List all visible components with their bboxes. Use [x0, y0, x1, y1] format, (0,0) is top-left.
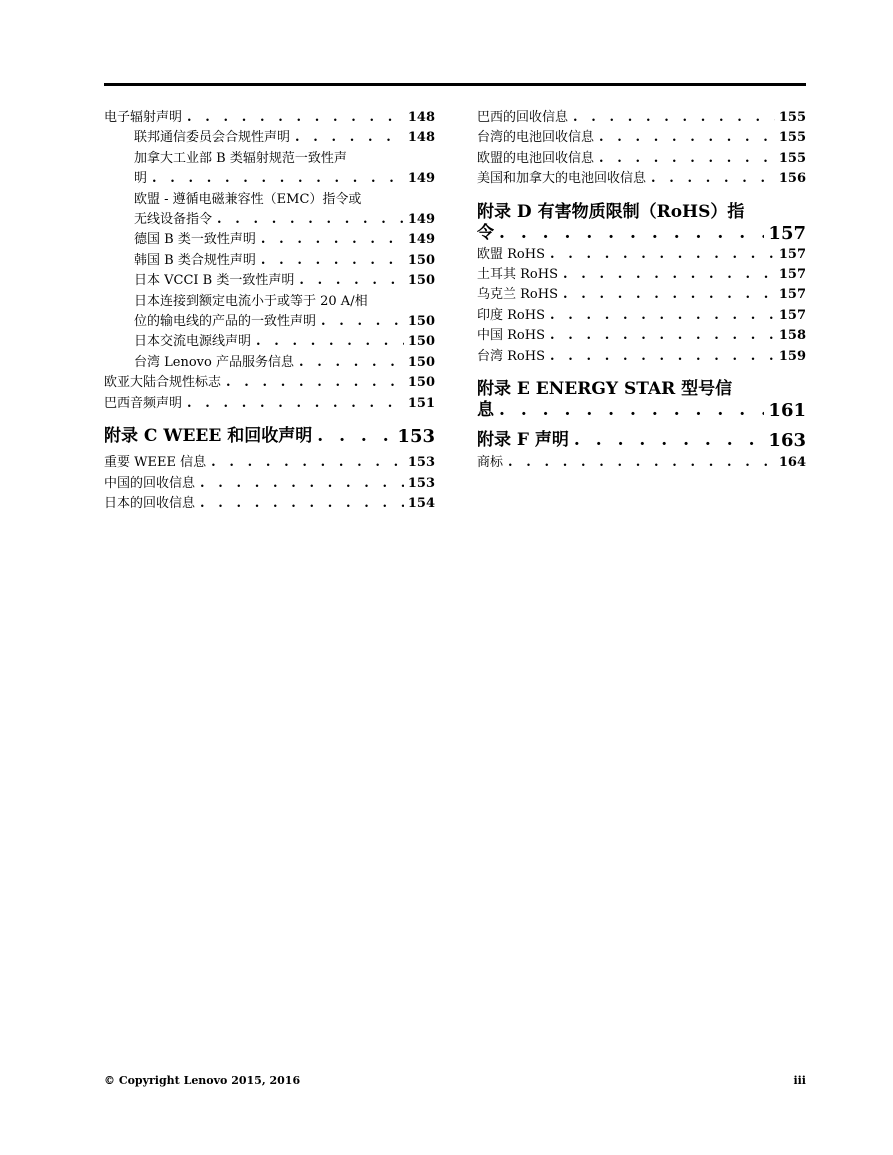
toc-leader-dots	[195, 474, 404, 494]
toc-entry-title-cont: 无线设备指令	[134, 212, 213, 228]
toc-entry-title: 日本连接到额定电流小于或等于 20 A/相	[134, 293, 368, 309]
toc-entry[interactable]	[104, 494, 435, 514]
toc-entry[interactable]	[104, 128, 435, 148]
toc-entry[interactable]	[104, 453, 435, 473]
toc-entry[interactable]	[477, 306, 806, 326]
toc-chapter-title: 附录 E ENERGY STAR 型号信	[477, 379, 733, 400]
toc-entry-title: 印度 RoHS	[477, 307, 545, 323]
toc-leader-dots	[212, 210, 404, 230]
toc-entry-title: 日本 VCCI B 类一致性声明	[134, 273, 295, 289]
toc-entry-title: 美国和加拿大的电池回收信息	[477, 171, 647, 187]
toc-leader-dots	[569, 430, 765, 451]
toc-entry[interactable]	[104, 373, 435, 393]
toc-entry[interactable]	[104, 271, 435, 291]
toc-leader-dots	[545, 306, 775, 326]
toc-entry-title: 加拿大工业部 B 类辐射规范一致性声	[134, 150, 347, 166]
toc-entry[interactable]	[477, 326, 806, 346]
toc-entry[interactable]	[104, 474, 435, 494]
toc-left-column	[104, 108, 435, 514]
toc-entry-title: 欧盟 - 遵循电磁兼容性（EMC）指令或	[134, 191, 362, 207]
toc-entry-page: 149	[407, 171, 435, 187]
page-number: iii	[793, 1074, 806, 1087]
toc-leader-dots	[182, 394, 404, 414]
toc-entry-title: 乌克兰 RoHS	[477, 287, 558, 303]
toc-entry-page: 157	[778, 287, 806, 303]
toc-entry-title: 台湾 RoHS	[477, 348, 545, 364]
toc-entry-title: 巴西音频声明	[104, 395, 183, 411]
toc-entry[interactable]	[477, 128, 806, 148]
toc-chapter-title: 附录 C WEEE 和回收声明	[104, 426, 313, 447]
toc-entry-title: 电子辐射声明	[104, 110, 183, 125]
toc-entry[interactable]	[477, 285, 806, 305]
toc-leader-dots	[545, 326, 775, 346]
toc-entry-page: 149	[407, 212, 435, 228]
toc-leader-dots	[503, 453, 775, 473]
header-rule	[104, 83, 806, 86]
toc-entry-page: 150	[407, 314, 435, 330]
toc-entry[interactable]	[104, 149, 435, 190]
toc-leader-dots	[290, 128, 404, 148]
toc-entry-page: 157	[778, 267, 806, 283]
toc-leader-dots	[206, 453, 404, 473]
toc-entry-title: 日本的回收信息	[104, 495, 196, 511]
toc-entry[interactable]	[477, 149, 806, 169]
toc-entry[interactable]	[104, 190, 435, 231]
toc-leader-dots	[256, 251, 404, 271]
toc-leader-dots	[312, 426, 393, 447]
toc-entry-page: 158	[778, 328, 806, 344]
toc-entry-page: 157	[778, 246, 806, 262]
toc-chapter-page: 163	[768, 430, 806, 452]
toc-entry-title: 巴西的回收信息	[477, 110, 569, 125]
toc-entry[interactable]	[104, 230, 435, 250]
toc-leader-dots	[594, 149, 775, 169]
toc-right-column	[477, 108, 806, 473]
toc-entry-page: 150	[407, 334, 435, 350]
toc-entry-page: 154	[407, 495, 435, 511]
toc-entry[interactable]	[477, 265, 806, 285]
toc-entry[interactable]	[104, 108, 435, 128]
toc-leader-dots	[147, 169, 404, 189]
toc-chapter-e[interactable]	[477, 379, 806, 421]
toc-chapter-c[interactable]	[104, 426, 435, 447]
toc-entry-title: 中国的回收信息	[104, 475, 196, 491]
toc-chapter-page: 153	[397, 426, 435, 448]
toc-chapter-page: 157	[768, 222, 806, 244]
toc-entry[interactable]	[104, 251, 435, 271]
toc-leader-dots	[195, 494, 404, 514]
toc-chapter-page: 161	[768, 400, 806, 422]
toc-entry-page: 155	[778, 130, 806, 146]
toc-entry-title: 日本交流电源线声明	[134, 334, 252, 350]
toc-leader-dots	[646, 169, 775, 189]
toc-chapter-d[interactable]	[477, 202, 806, 244]
toc-entry-page: 151	[407, 395, 435, 411]
toc-entry-title: 土耳其 RoHS	[477, 267, 558, 283]
toc-entry-title: 重要 WEEE 信息	[104, 455, 207, 471]
toc-leader-dots	[221, 373, 404, 393]
toc-entry-title: 韩国 B 类合规性声明	[134, 252, 256, 268]
toc-leader-dots	[545, 245, 775, 265]
toc-entry-title-cont: 位的输电线的产品的一致性声明	[134, 314, 317, 330]
toc-leader-dots	[558, 285, 775, 305]
toc-leader-dots	[494, 400, 764, 421]
toc-chapter-title-cont: 息	[477, 400, 494, 421]
toc-leader-dots	[545, 347, 775, 367]
toc-leader-dots	[558, 265, 775, 285]
toc-entry-title: 台湾 Lenovo 产品服务信息	[134, 354, 294, 370]
toc-entry[interactable]	[477, 169, 806, 189]
toc-leader-dots	[256, 230, 404, 250]
toc-entry-title: 欧盟的电池回收信息	[477, 150, 595, 166]
toc-entry-page: 155	[778, 150, 806, 166]
toc-entry-page: 153	[407, 475, 435, 491]
toc-entry[interactable]	[104, 332, 435, 352]
toc-entry-title: 欧盟 RoHS	[477, 246, 545, 262]
toc-entry[interactable]	[104, 394, 435, 414]
toc-leader-dots	[568, 108, 775, 128]
toc-entry-page: 153	[407, 455, 435, 471]
toc-entry[interactable]	[477, 453, 806, 473]
toc-chapter-f[interactable]	[477, 430, 806, 451]
toc-entry-page: 155	[778, 110, 806, 125]
toc-entry-title: 商标	[477, 455, 504, 471]
toc-leader-dots	[182, 108, 404, 128]
toc-entry-title: 联邦通信委员会合规性声明	[134, 130, 291, 146]
toc-entry[interactable]	[477, 108, 806, 128]
toc-entry[interactable]	[477, 347, 806, 367]
toc-entry[interactable]	[477, 245, 806, 265]
toc-leader-dots	[494, 223, 764, 244]
toc-entry-page: 164	[778, 455, 806, 471]
toc-leader-dots	[594, 128, 775, 148]
toc-entry-title: 欧亚大陆合规性标志	[104, 375, 222, 391]
toc-leader-dots	[294, 353, 404, 373]
toc-entry-page: 149	[407, 232, 435, 248]
toc-entry-page: 156	[778, 171, 806, 187]
toc-chapter-title-cont: 令	[477, 222, 494, 243]
toc-entry-title: 台湾的电池回收信息	[477, 130, 595, 146]
toc-entry-page: 150	[407, 375, 435, 391]
copyright-notice: © Copyright Lenovo 2015, 2016	[104, 1074, 301, 1087]
toc-entry-title: 德国 B 类一致性声明	[134, 232, 256, 248]
toc-leader-dots	[316, 312, 404, 332]
toc-entry-title-cont: 明	[134, 171, 148, 187]
toc-leader-dots	[251, 332, 404, 352]
toc-entry[interactable]	[104, 353, 435, 373]
toc-entry-page: 159	[778, 348, 806, 364]
toc-entry-page: 150	[407, 252, 435, 268]
toc-entry-title: 中国 RoHS	[477, 328, 545, 344]
toc-chapter-title: 附录 F 声明	[477, 430, 569, 451]
toc-leader-dots	[294, 271, 403, 291]
toc-entry-page: 148	[407, 130, 435, 146]
toc-chapter-title: 附录 D 有害物质限制（RoHS）指	[477, 201, 745, 222]
toc-entry-page: 148	[407, 110, 435, 125]
toc-entry[interactable]	[104, 292, 435, 333]
toc-entry-page: 157	[778, 307, 806, 323]
toc-entry-page: 150	[407, 354, 435, 370]
toc-entry-page: 150	[407, 273, 435, 289]
